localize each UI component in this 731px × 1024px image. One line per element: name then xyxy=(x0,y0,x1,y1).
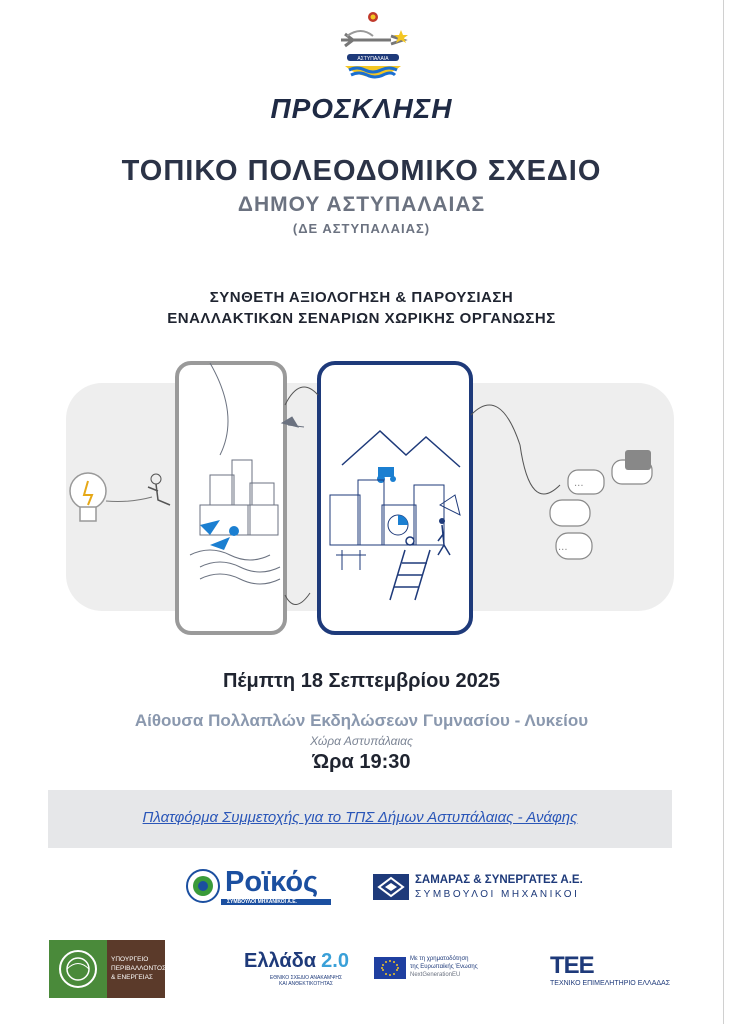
greece20-number: 2.0 xyxy=(321,950,349,972)
svg-text:...: ... xyxy=(558,542,568,553)
greece20-sub-2: ΚΑΙ ΑΝΘΕΚΤΙΚΟΤΗΤΑΣ xyxy=(279,981,333,987)
ministry-line-2: ΠΕΡΙΒΑΛΛΟΝΤΟΣ xyxy=(111,965,167,972)
platform-link[interactable]: Πλατφόρμα Συμμετοχής για το ΤΠΣ Δήμων Αστυπάλαιας - Ανάφης xyxy=(142,809,578,826)
pie-chart-icon xyxy=(388,515,408,535)
greece20-name: Ελλάδα xyxy=(244,950,317,972)
subject-line-2: ΕΝΑΛΛΑΚΤΙΚΩΝ ΣΕΝΑΡΙΩΝ ΧΩΡΙΚΗΣ ΟΡΓΑΝΩΣΗΣ xyxy=(167,310,556,327)
tee-logo xyxy=(550,952,700,992)
planning-illustration xyxy=(60,355,680,645)
samaras-name: ΣΑΜΑΡΑΣ & ΣΥΝΕΡΓΑΤΕΣ Α.Ε. xyxy=(415,874,583,886)
roikos-logo xyxy=(185,868,335,906)
municipality-heading: ΔΗΜΟΥ ΑΣΤΥΠΑΛΑΙΑΣ xyxy=(237,193,486,216)
samaras-tagline: ΣΥΜΒΟΥΛΟΙ ΜΗΧΑΝΙΚΟΙ xyxy=(415,889,580,900)
svg-text:...: ... xyxy=(574,478,584,489)
event-date: Πέμπτη 18 Σεπτεμβρίου 2025 xyxy=(222,670,501,692)
astypalaia-crest-logo xyxy=(333,8,413,88)
roikos-tagline: ΣΥΜΒΟΥΛΟΙ ΜΗΧΑΝΙΚΟΙ Α.Ε. xyxy=(227,899,297,905)
ministry-logo xyxy=(49,940,165,998)
event-place: Χώρα Αστυπάλαιας xyxy=(310,734,413,748)
ministry-line-3: & ΕΝΕΡΓΕΙΑΣ xyxy=(111,974,153,981)
samaras-logo xyxy=(373,872,593,902)
eu-flag-icon xyxy=(374,957,406,979)
event-time: Ώρα 19:30 xyxy=(312,751,411,773)
ministry-line-1: ΥΠΟΥΡΓΕΙΟ xyxy=(111,956,149,963)
roikos-name: Ροϊκός xyxy=(225,866,319,898)
district-heading: (ΔΕ ΑΣΤΥΠΑΛΑΙΑΣ) xyxy=(292,221,431,236)
invitation-title: ΠΡΟΣΚΛΗΣΗ xyxy=(270,93,453,124)
eu-line-2: της Ευρωπαϊκής Ένωσης xyxy=(410,964,478,970)
greece20-logo xyxy=(244,950,374,990)
event-venue: Αίθουσα Πολλαπλών Εκδηλώσεων Γυμνασίου - Λυκείου xyxy=(134,711,589,730)
greece20-sub-1: ΕΘΝΙΚΟ ΣΧΕΔΙΟ ΑΝΑΚΑΜΨΗΣ xyxy=(269,975,343,981)
eu-line-1: Με τη χρηματοδότηση xyxy=(410,956,469,962)
subject-line-1: ΣΥΝΘΕΤΗ ΑΞΙΟΛΟΓΗΣΗ & ΠΑΡΟΥΣΙΑΣΗ xyxy=(209,289,514,306)
eu-funding-logo xyxy=(374,955,499,981)
eu-line-3: NextGenerationEU xyxy=(410,972,461,978)
plan-heading: ΤΟΠΙΚΟ ΠΟΛΕΟΔΟΜΙΚΟ ΣΧΕΔΙΟ xyxy=(121,155,602,187)
crest-text: ΑΣΤΥΠΑΛΑΙΑ xyxy=(357,56,389,62)
tee-name: ΤΕΕ xyxy=(550,952,594,979)
tee-sub: ΤΕΧΝΙΚΟ ΕΠΙΜΕΛΗΤΗΡΙΟ ΕΛΛΑΔΑΣ xyxy=(550,980,671,987)
platform-link-box xyxy=(48,790,672,848)
